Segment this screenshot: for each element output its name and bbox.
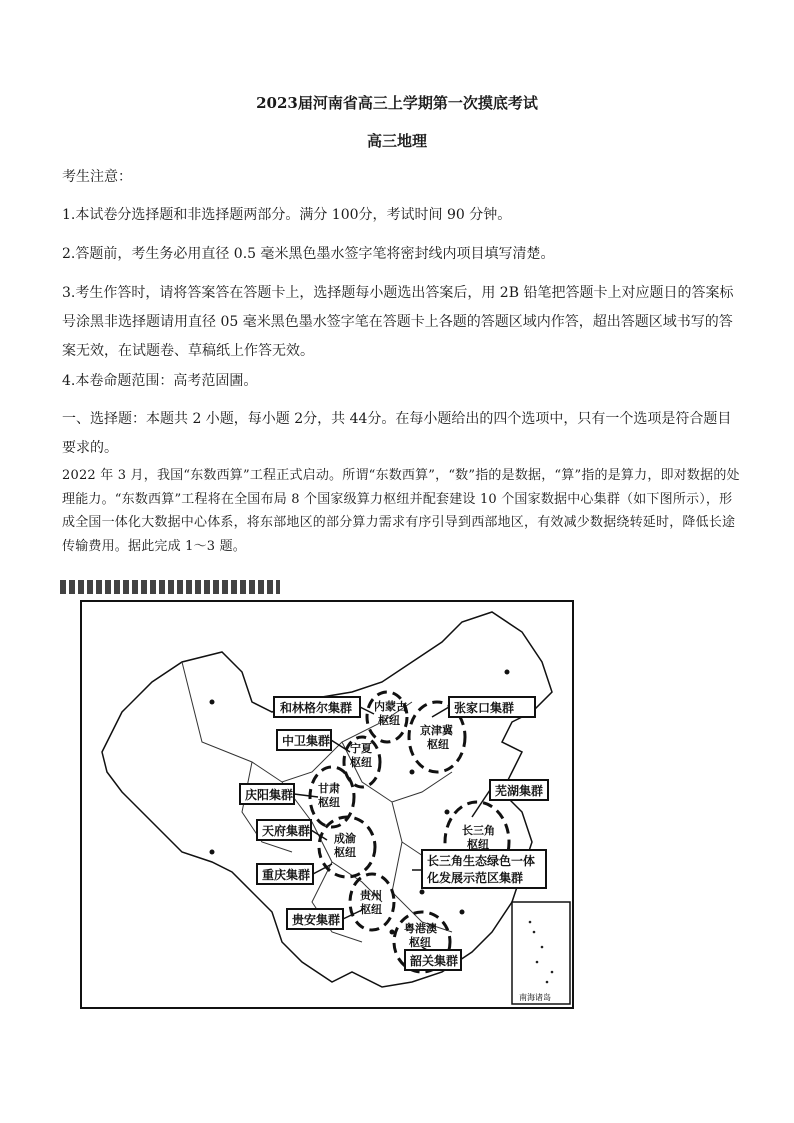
hub-label-changsanjiao-2: 枢纽 [467,838,489,851]
china-computing-hub-map [60,580,580,1010]
cluster-label-helin: 和林格尔集群 [280,701,353,715]
hub-label-jingjinji-2: 枢纽 [427,738,449,751]
cluster-label-shaoguan: 韶关集群 [410,954,459,968]
hub-label-ningxia-1: 宁夏 [350,742,372,755]
hub-label-neimenggu-1: 内蒙古 [374,700,407,713]
hub-label-gansu-2: 枢纽 [318,796,340,809]
hub-label-yuegangao-2: 枢纽 [409,936,431,949]
cluster-label-guian: 贵安集群 [292,913,341,927]
hub-label-chengyu-2: 枢纽 [334,846,356,859]
south-china-sea-inset [512,902,570,1004]
cluster-label-chongqing: 重庆集群 [262,868,311,882]
hub-label-ningxia-2: 枢纽 [350,756,372,769]
hub-label-changsanjiao-1: 长三角 [462,824,495,837]
hub-label-jingjinji-1: 京津冀 [420,724,453,737]
exam-title: 2023届河南省高三上学期第一次摸底考试 [256,94,538,112]
passage-text: 2022 年 3 月，我国“东数西算”工程正式启动。所谓“东数西算”，“数”指的是数据，“算”指的是算力，即对数据的处理能力。“东数西算”工程将在全国布局 8 个国家级算力枢纽并配套建设 10 个国家数据中心集群（如下图所示），形成全国一体化大数据中心体系，将东部地区的部分算力需求有序引导到西部地区，有效减少数据绕转延时，降低长途传输费用。据此完成 1～3 题。 [62,468,740,554]
hub-label-chengyu-1: 成渝 [334,832,356,845]
cluster-label-csj-line2: 化发展示范区集群 [427,871,524,885]
hub-label-guizhou-2: 枢纽 [360,903,382,916]
map-svg [82,602,572,1007]
cluster-label-qingyang: 庆阳集群 [245,788,294,802]
notice-heading: 考生注意： [62,169,132,185]
map-cropped-header [60,580,280,594]
notice-item-3: 3.考生作答时，请将答案答在答题卡上，选择题每小题选出答案后，用 2B 铅笔把答题卡上对应题日的答案标号涂黑非选择题请用直径 05 毫米黑色墨水签字笔在答题卡上各题的答题区域内作答，超出答题区域书写的答案无效，在试题卷、草稿纸上作答无效。 [62,285,734,359]
map-frame [80,600,574,1009]
hub-label-guizhou-1: 贵州 [360,889,382,902]
section-heading: 一、选择题：本题共 2 小题，每小题 2分，共 44分。在每小题给出的四个选项中，只有一个选项是符合题目要求的。 [62,411,732,456]
notice-item-4: 4.本卷命题范围：高考范固圕。 [62,373,258,389]
hub-label-neimenggu-2: 枢纽 [378,714,400,727]
cluster-label-tianfu: 天府集群 [262,824,311,838]
exam-subtitle: 高三地理 [366,132,427,150]
cluster-label-zhangjiakou: 张家口集群 [454,701,515,715]
notice-item-1: 1.本试卷分选择题和非选择题两部分。满分 100分，考试时间 90 分钟。 [62,207,512,223]
cluster-label-csj-line1: 长三角生态绿色一体 [427,854,536,868]
cluster-label-zhongwei: 中卫集群 [282,734,331,748]
south-china-sea-label: 南海诸岛 [519,993,551,1002]
hub-label-yuegangao-1: 粤港澳 [404,922,437,935]
notice-item-2: 2.答题前，考生务必用直径 0.5 毫米黑色墨水签字笔将密封线内项目填写清楚。 [62,246,555,262]
hub-label-gansu-1: 甘肃 [318,782,340,795]
cluster-label-wuhu: 芜湖集群 [495,784,544,798]
